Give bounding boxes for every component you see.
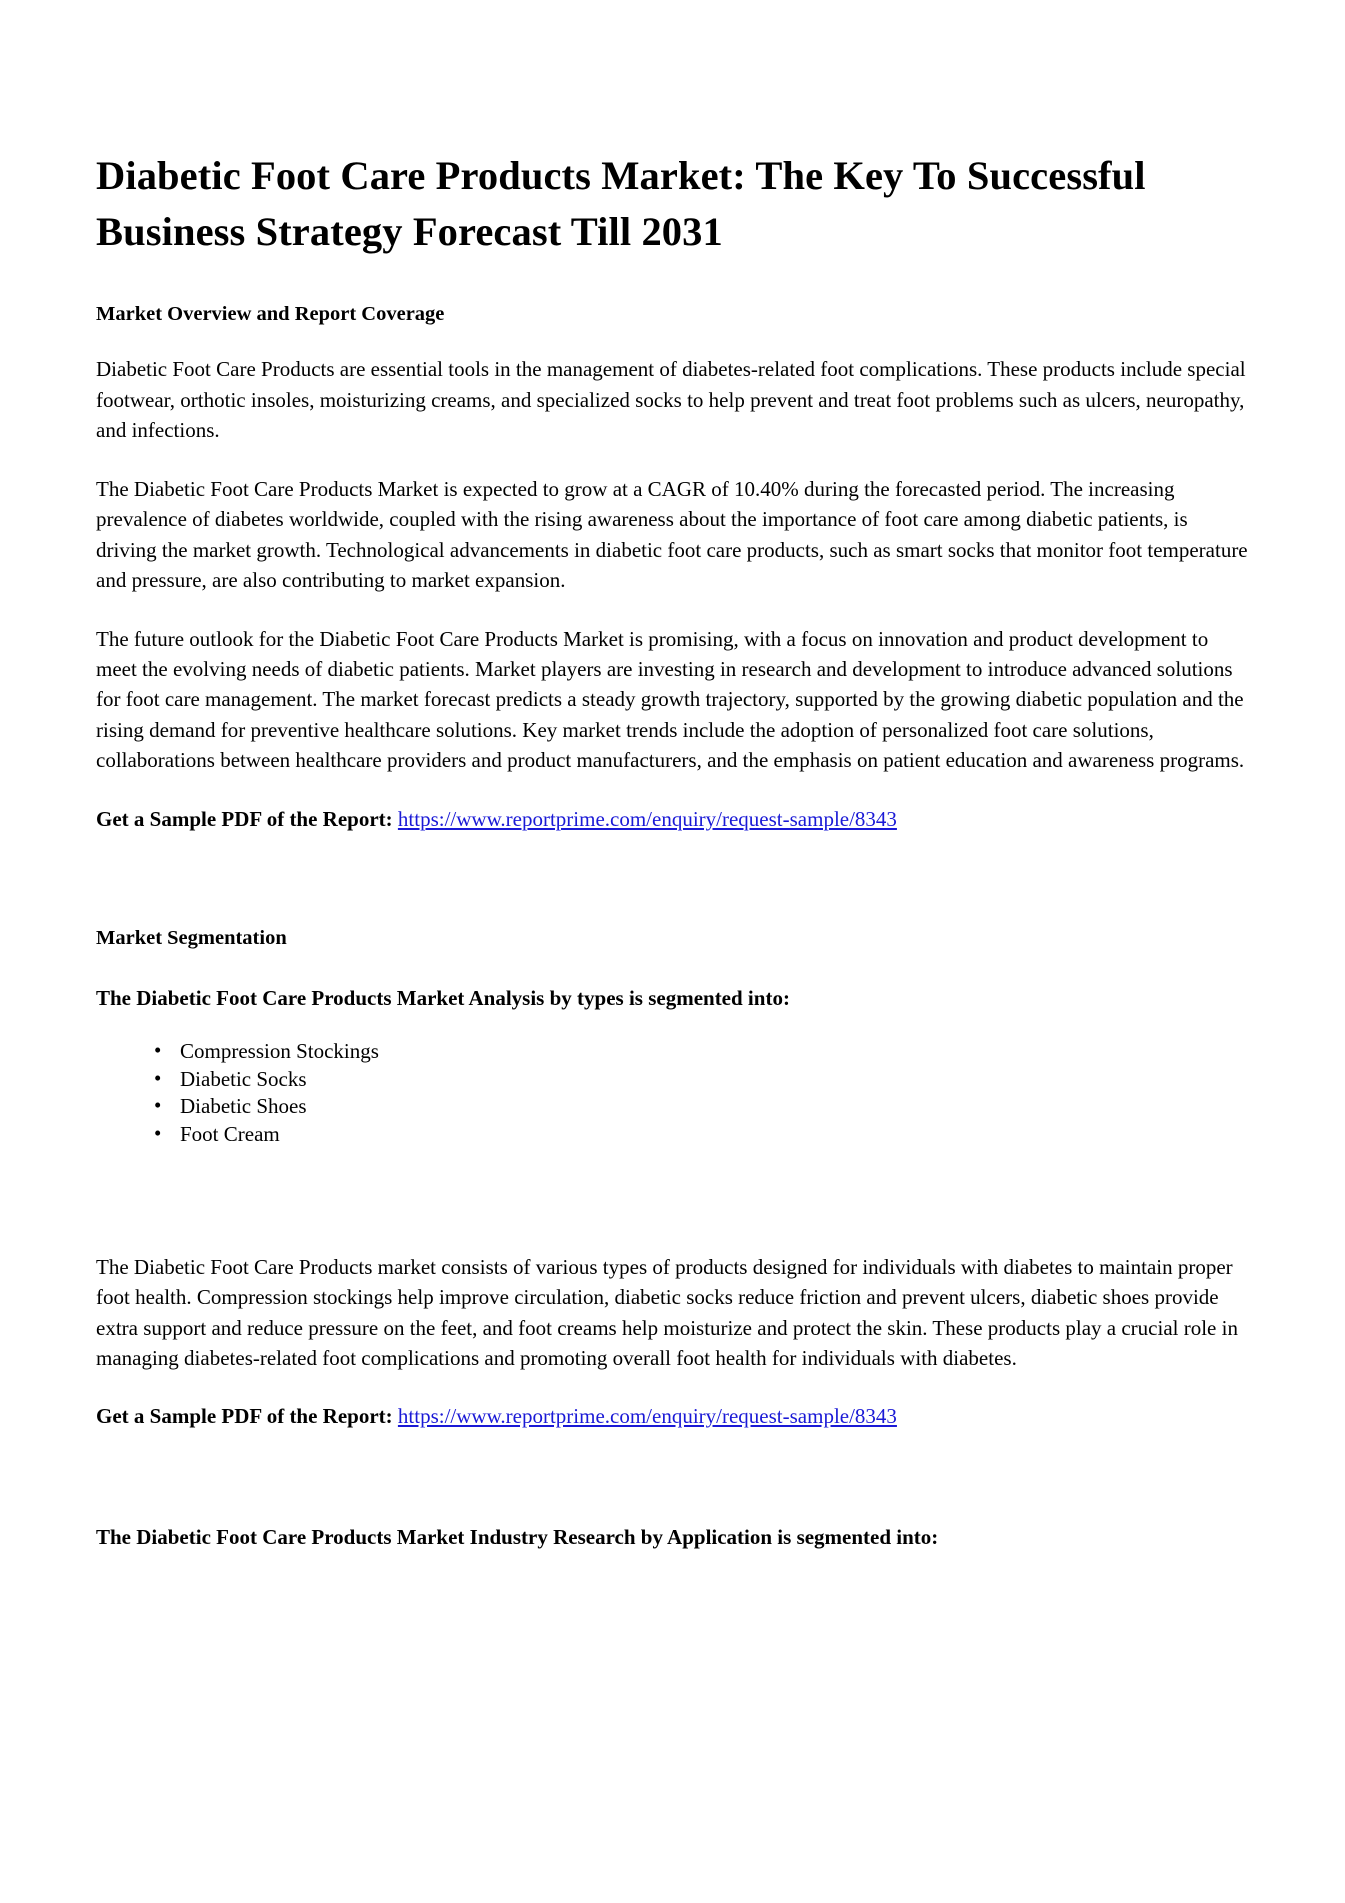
- spacer: [96, 1460, 1249, 1522]
- sample-pdf-cta-primary: [96, 804, 1249, 834]
- market-types-list: [96, 1039, 1249, 1147]
- overview-paragraph-3: The future outlook for the Diabetic Foot Care Products Market is promising, with a focus on innovation and product development to meet the evolving needs of diabetic patients. Market players are investing in research and development to introduce advanced solutions for foot care management. The market forecast predicts a steady growth trajectory, supported by the growing diabetic population and the rising demand for preventive healthcare solutions. Key market trends include the adoption of personalized foot care solutions, collaborations between healthcare providers and product manufacturers, and the emphasis on patient education and awareness programs.: [96, 626, 1245, 773]
- spacer: [96, 862, 1249, 924]
- list-item: • Foot Cream: [154, 1122, 1249, 1148]
- list-item: • Diabetic Shoes: [154, 1094, 1249, 1120]
- list-item: • Diabetic Socks: [154, 1067, 1249, 1093]
- section-heading-market-segmentation: Market Segmentation: [96, 927, 287, 950]
- sample-pdf-label: Get a Sample PDF of the Report:: [96, 1404, 393, 1429]
- subheading-types-segmentation: The Diabetic Foot Care Products Market Analysis by types is segmented into:: [96, 985, 790, 1010]
- spacer: [96, 1212, 1249, 1252]
- overview-paragraph-2: The Diabetic Foot Care Products Market is expected to grow at a CAGR of 10.40% during the forecasted period. The increasing prevalence of diabetes worldwide, coupled with the rising awareness about the importance of foot care among diabetic patients, is driving the market growth. Technological advancements in diabetic foot care products, such as smart socks that monitor foot temperature and pressure, are also contributing to market expansion.: [96, 476, 1248, 593]
- subheading-application-segmentation: The Diabetic Foot Care Products Market Industry Research by Application is segmented into:: [96, 1524, 939, 1549]
- page-title: Diabetic Foot Care Products Market: The Key To Successful Business Strategy Forecast Till 2031: [96, 153, 1146, 254]
- sample-pdf-cta-secondary: [96, 1401, 1249, 1431]
- sample-pdf-link[interactable]: https://www.reportprime.com/enquiry/request-sample/8343: [397, 806, 897, 831]
- types-description-paragraph: The Diabetic Foot Care Products market consists of various types of products designed for individuals with diabetes to maintain proper foot health. Compression stockings help improve circulation, diabetic socks reduce friction and prevent ulcers, diabetic shoes provide extra support and reduce pressure on the feet, and foot creams help moisturize and protect the skin. These products play a crucial role in managing diabetes-related foot complications and promoting overall foot health for individuals with diabetes.: [96, 1254, 1238, 1370]
- spacer: [96, 1150, 1249, 1212]
- sample-pdf-label: Get a Sample PDF of the Report:: [96, 806, 393, 831]
- section-heading-market-overview: Market Overview and Report Coverage: [96, 302, 445, 325]
- list-item: • Compression Stockings: [154, 1039, 1249, 1065]
- sample-pdf-link[interactable]: https://www.reportprime.com/enquiry/request-sample/8343: [397, 1404, 897, 1429]
- overview-paragraph-1: Diabetic Foot Care Products are essential tools in the management of diabetes-related foot complications. These products include special footwear, orthotic insoles, moisturizing creams, and specialized socks to help prevent and treat foot problems such as ulcers, neuropathy, and infections.: [96, 357, 1246, 443]
